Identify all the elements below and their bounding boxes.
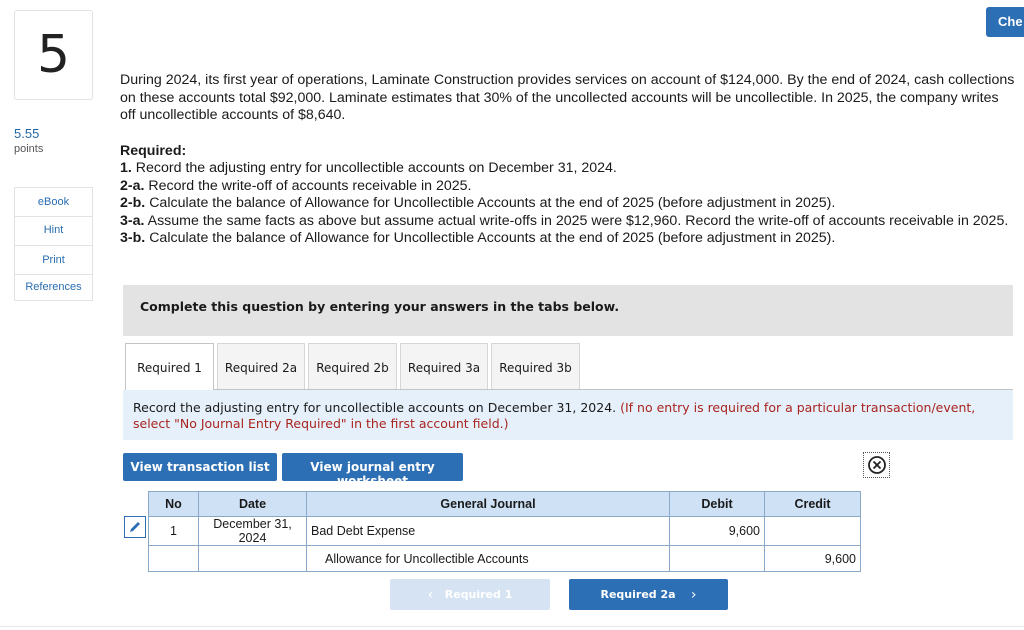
account-cell[interactable]: Bad Debt Expense [307,517,670,546]
next-tab-label: Required 2a [600,588,676,601]
credit-cell[interactable]: 9,600 [765,546,861,572]
journal-table [148,491,861,572]
required-item: 3-b. Calculate the balance of Allowance for Uncollectible Accounts at the end of 2025 (before adjustment in 2025). [120,230,836,246]
view-transaction-list-button[interactable]: View transaction list [123,453,277,481]
tab-required-3b[interactable]: Required 3b [491,343,580,390]
next-tab-button[interactable] [569,579,728,610]
references-link[interactable]: References [25,281,82,293]
instruction-banner [123,285,1013,336]
required-item: 3-a. Assume the same facts as above but assume actual write-offs in 2025 were $12,960. Record the write-off of accounts receivable in 2025. [120,212,1009,229]
entry-date[interactable]: December 31, 2024 [199,517,307,546]
account-cell[interactable]: Allowance for Uncollectible Accounts [307,546,670,572]
print-link[interactable]: Print [42,254,65,266]
view-journal-worksheet-button[interactable]: View journal entry worksheet [282,453,463,481]
header-debit: Debit [670,492,765,517]
tab-required-2a[interactable]: Required 2a [217,343,305,390]
bottom-rule [0,626,1024,627]
ebook-link[interactable]: eBook [37,196,70,208]
entry-instruction-note: (If no entry is required for a particular transaction/event, select "No Journal Entry Required" in the first account field.) [133,400,976,431]
side-tools-panel [14,187,93,301]
chevron-right-icon: › [690,586,697,603]
divider [15,216,92,217]
instruction-banner-text: Complete this question by entering your answers in the tabs below. [140,299,620,314]
divider [15,274,92,275]
tab-required-1[interactable]: Required 1 [125,343,214,390]
header-general-journal: General Journal [307,492,670,517]
points-value: 5.55 [14,126,40,141]
pencil-icon [128,520,142,534]
hint-link[interactable]: Hint [43,224,64,236]
required-item: 2-a. Record the write-off of accounts receivable in 2025. [120,177,472,194]
tab-required-2b[interactable]: Required 2b [308,343,397,390]
required-item: 2-b. Calculate the balance of Allowance for Uncollectible Accounts at the end of 2025 (before adjustment in 2025). [120,195,836,211]
circle-x-icon [867,455,887,475]
check-button[interactable]: Che [986,7,1024,37]
debit-cell[interactable] [670,546,765,572]
divider [15,245,92,246]
question-number: 5 [14,10,93,100]
previous-tab-label: Required 1 [444,588,513,601]
entry-number: 1 [149,517,199,546]
entry-number [149,546,199,572]
entry-instruction [123,390,1013,440]
header-no: No [149,492,199,517]
tab-required-3a[interactable]: Required 3a [400,343,488,390]
edit-entry-button[interactable] [124,516,146,538]
header-date: Date [199,492,307,517]
clear-entries-icon[interactable] [863,452,890,478]
required-list [120,160,1020,248]
debit-cell[interactable]: 9,600 [670,517,765,546]
entry-instruction-main: Record the adjusting entry for uncollectible accounts on December 31, 2024. [133,400,617,415]
previous-tab-button[interactable] [390,579,550,610]
credit-cell[interactable] [765,517,861,546]
header-credit: Credit [765,492,861,517]
chevron-left-icon: ‹ [427,586,434,603]
problem-text: During 2024, its first year of operations, Laminate Construction provides services on account of $124,000. By the end of 2024, cash collections on these accounts total $92,000. Laminate estimates that 30% of the uncollected accounts will be uncollectible. In 2025, the company writes off uncollectible accounts of $8,640. [120,72,1015,123]
table-row [149,517,861,546]
table-row [149,546,861,572]
required-title: Required: [120,143,187,159]
entry-date[interactable] [199,546,307,572]
points-label: points [14,143,44,155]
journal-header-row [149,492,861,517]
required-item: 1. Record the adjusting entry for uncollectible accounts on December 31, 2024. [120,160,617,176]
